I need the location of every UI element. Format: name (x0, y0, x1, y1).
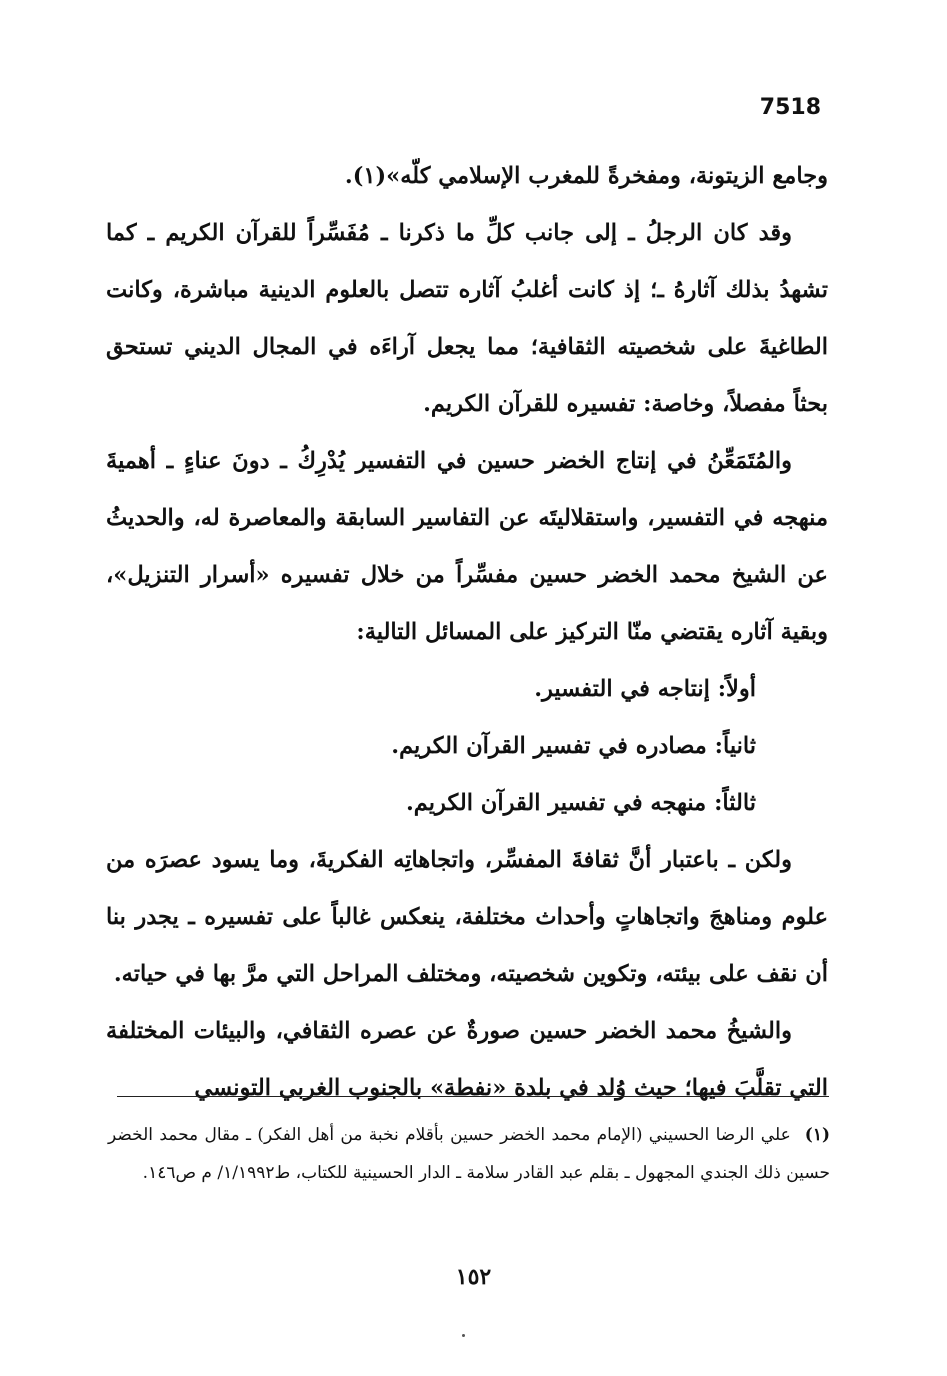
paragraph-1: وجامع الزيتونة، ومفخرةً للمغرب الإسلامي كلّه»(١). (344, 163, 828, 189)
page-number-bottom: ١٥٢ (455, 1264, 492, 1290)
list-item-text: مصادره في تفسير القرآن الكريم. (391, 733, 707, 759)
footnote-body: علي الرضا الحسيني (الإمام محمد الخضر حسين بأقلام نخبة من أهل الفكر) ـ مقال محمد الخضر حسين ذلك الجندي المجهول ـ بقلم عبد القادر سلامة ـ الدار الحسينية للكتاب، ط١/١٩٩٢/ م ص١٤٦. (108, 1125, 830, 1183)
page-number-top: 7518 (759, 95, 821, 120)
list-item (106, 775, 828, 832)
list-item-label: ثانياً: (714, 733, 756, 759)
list-item-text: منهجه في تفسير القرآن الكريم. (405, 790, 707, 816)
list-item-text: إنتاجه في التفسير. (534, 676, 710, 702)
paragraph-5: والشيخُ محمد الخضر حسين صورةٌ عن عصره الثقافي، والبيئات المختلفة التي تقلَّبَ فيها؛ حيث وُلد في بلدة «نفطة» بالجنوب الغربي التونسي (106, 1018, 828, 1101)
footnote-text (108, 1116, 830, 1192)
footnote (108, 1116, 830, 1192)
footnote-number: (١) (804, 1125, 830, 1145)
paragraph-3: والمُتَمَعِّنُ في إنتاج الخضر حسين في التفسير يُدْرِكُ ـ دونَ عناءٍ ـ أهميةَ منهجه في التفسير، واستقلاليتَه عن التفاسير السابقة والمعاصرة له، والحديثُ عن الشيخ محمد الخضر حسين مفسِّراً من خلال تفسيره «أسرار التنزيل»، وبقية آثاره يقتضي منّا التركيز على المسائل التالية: (106, 448, 828, 645)
footnote-separator (117, 1096, 829, 1097)
main-text (106, 148, 828, 1117)
paragraph-4: ولكن ـ باعتبار أنَّ ثقافةَ المفسِّر، واتجاهاتِه الفكريةَ، وما يسود عصرَه من علوم ومناهجَ واتجاهاتٍ وأحداث مختلفة، ينعكس غالباً على تفسيره ـ يجدر بنا أن نقف على بيئته، وتكوين شخصيته، ومختلف المراحل التي مرَّ بها في حياته. (106, 847, 828, 987)
scan-speck (462, 1334, 465, 1337)
list-item (106, 661, 828, 718)
list-item-label: أولاً: (717, 676, 756, 702)
list-item-label: ثالثاً: (714, 790, 756, 816)
list-item (106, 718, 828, 775)
paragraph-2: وقد كان الرجلُ ـ إلى جانب كلِّ ما ذكرنا ـ مُفَسِّراً للقرآن الكريم ـ كما تشهدُ بذلك آثارهُ ـ؛ إذ كانت أغلبُ آثاره تتصل بالعلوم الدينية مباشرة، وكانت الطاغيةَ على شخصيته الثقافية؛ مما يجعل آراءَه في المجال الديني تستحق بحثاً مفصلاً، وخاصة: تفسيره للقرآن الكريم. (106, 220, 828, 417)
